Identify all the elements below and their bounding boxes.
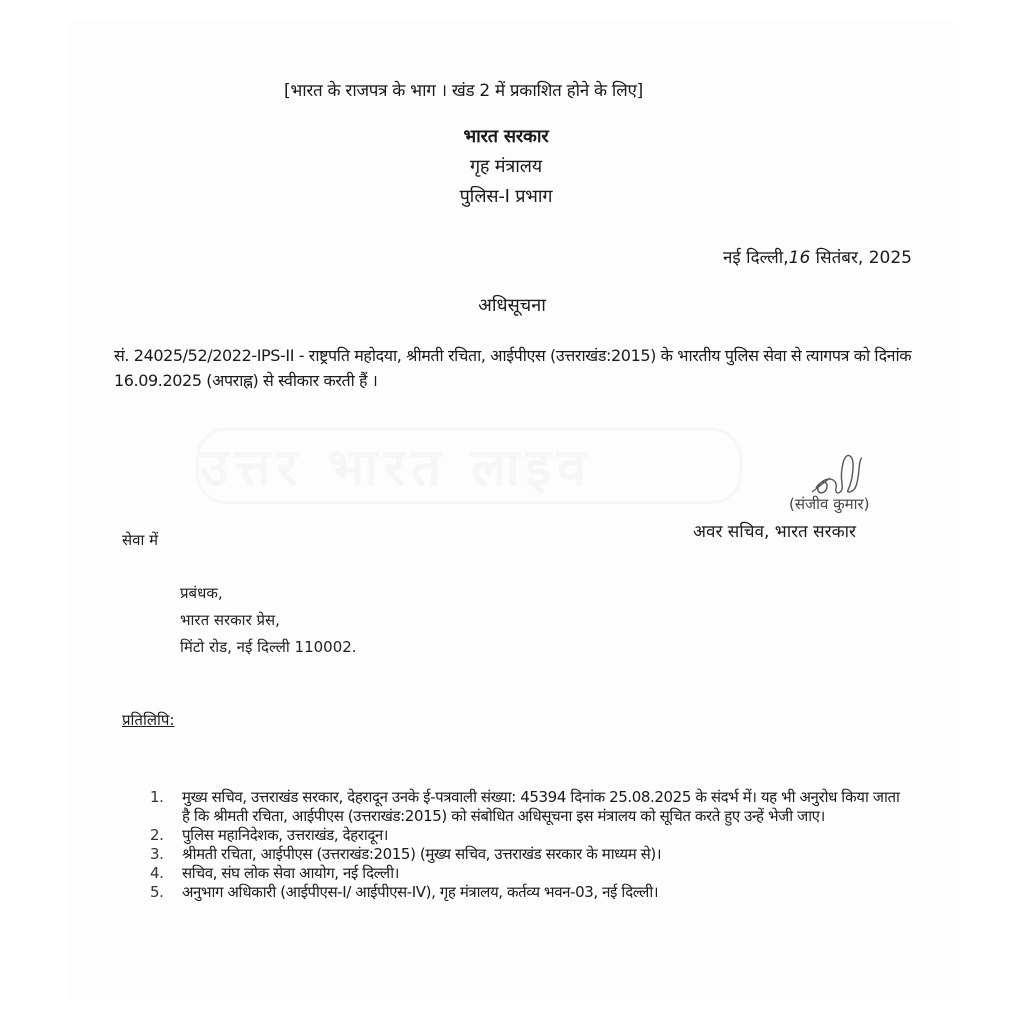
notification-body: सं. 24025/52/2022-IPS-II - राष्ट्रपति महोदया, श्रीमती रचिता, आईपीएस (उत्तराखंड:2015) के भारतीय पुलिस सेवा से त्यागपत्र को दिनांक 16.09.2025 (अपराह्न) से स्वीकार करती हैं । <box>114 346 912 390</box>
list-item <box>150 845 910 864</box>
notification-title: अधिसूचना <box>478 295 546 316</box>
list-item-number: 3. <box>150 845 164 863</box>
address-line: प्रबंधक, <box>180 584 223 602</box>
org-ministry: गृह मंत्रालय <box>469 156 543 177</box>
list-item-text: सचिव, संघ लोक सेवा आयोग, नई दिल्ली। <box>182 864 399 882</box>
date-day-handwritten: 16 <box>788 248 811 268</box>
date-line <box>723 245 912 268</box>
list-item-text: पुलिस महानिदेशक, उत्तराखंड, देहरादून। <box>182 826 389 844</box>
list-item-number: 1. <box>150 788 164 806</box>
watermark-text: उत्तर भारत लाइव <box>200 438 593 498</box>
signatory-designation: अवर सचिव, भारत सरकार <box>693 522 857 542</box>
date-place: नई दिल्ली, <box>723 248 789 268</box>
list-item <box>150 788 910 826</box>
to-label: सेवा में <box>122 531 159 549</box>
gazette-header-note: [भारत के राजपत्र के भाग । खंड 2 में प्रकाशित होने के लिए] <box>284 81 643 101</box>
list-item <box>150 883 910 902</box>
list-item-number: 5. <box>150 883 164 901</box>
list-item-text: मुख्य सचिव, उत्तराखंड सरकार, देहरादून उनके ई-पत्रवाली संख्या: 45394 दिनांक 25.08.2025 के संदर्भ में। यह भी अनुरोध किया जाता है कि श्रीमती रचिता, आईपीएस (उत्तराखंड:2015) को संबोधित अधिसूचना इस मंत्रालय को सूचित करते हुए उन्हें भेजी जाए। <box>182 788 900 825</box>
list-item-text: श्रीमती रचिता, आईपीएस (उत्तराखंड:2015) (मुख्य सचिव, उत्तराखंड सरकार के माध्यम से)। <box>182 845 662 863</box>
org-division: पुलिस-I प्रभाग <box>459 186 553 207</box>
copy-to-label: प्रतिलिपि: <box>122 711 175 729</box>
list-item-number: 4. <box>150 864 164 882</box>
signature-icon <box>808 448 868 498</box>
list-item <box>150 826 910 845</box>
address-line: मिंटो रोड, नई दिल्ली 110002. <box>180 638 357 656</box>
list-item-number: 2. <box>150 826 164 844</box>
signatory-name: (संजीव कुमार) <box>789 495 870 513</box>
list-item-text: अनुभाग अधिकारी (आईपीएस-I/ आईपीएस-IV), गृह मंत्रालय, कर्तव्य भवन-03, नई दिल्ली। <box>182 883 659 901</box>
org-government: भारत सरकार <box>463 126 549 147</box>
address-line: भारत सरकार प्रेस, <box>180 611 280 629</box>
date-month-year: सितंबर, 2025 <box>810 248 912 268</box>
copy-to-list <box>150 788 910 902</box>
list-item <box>150 864 910 883</box>
